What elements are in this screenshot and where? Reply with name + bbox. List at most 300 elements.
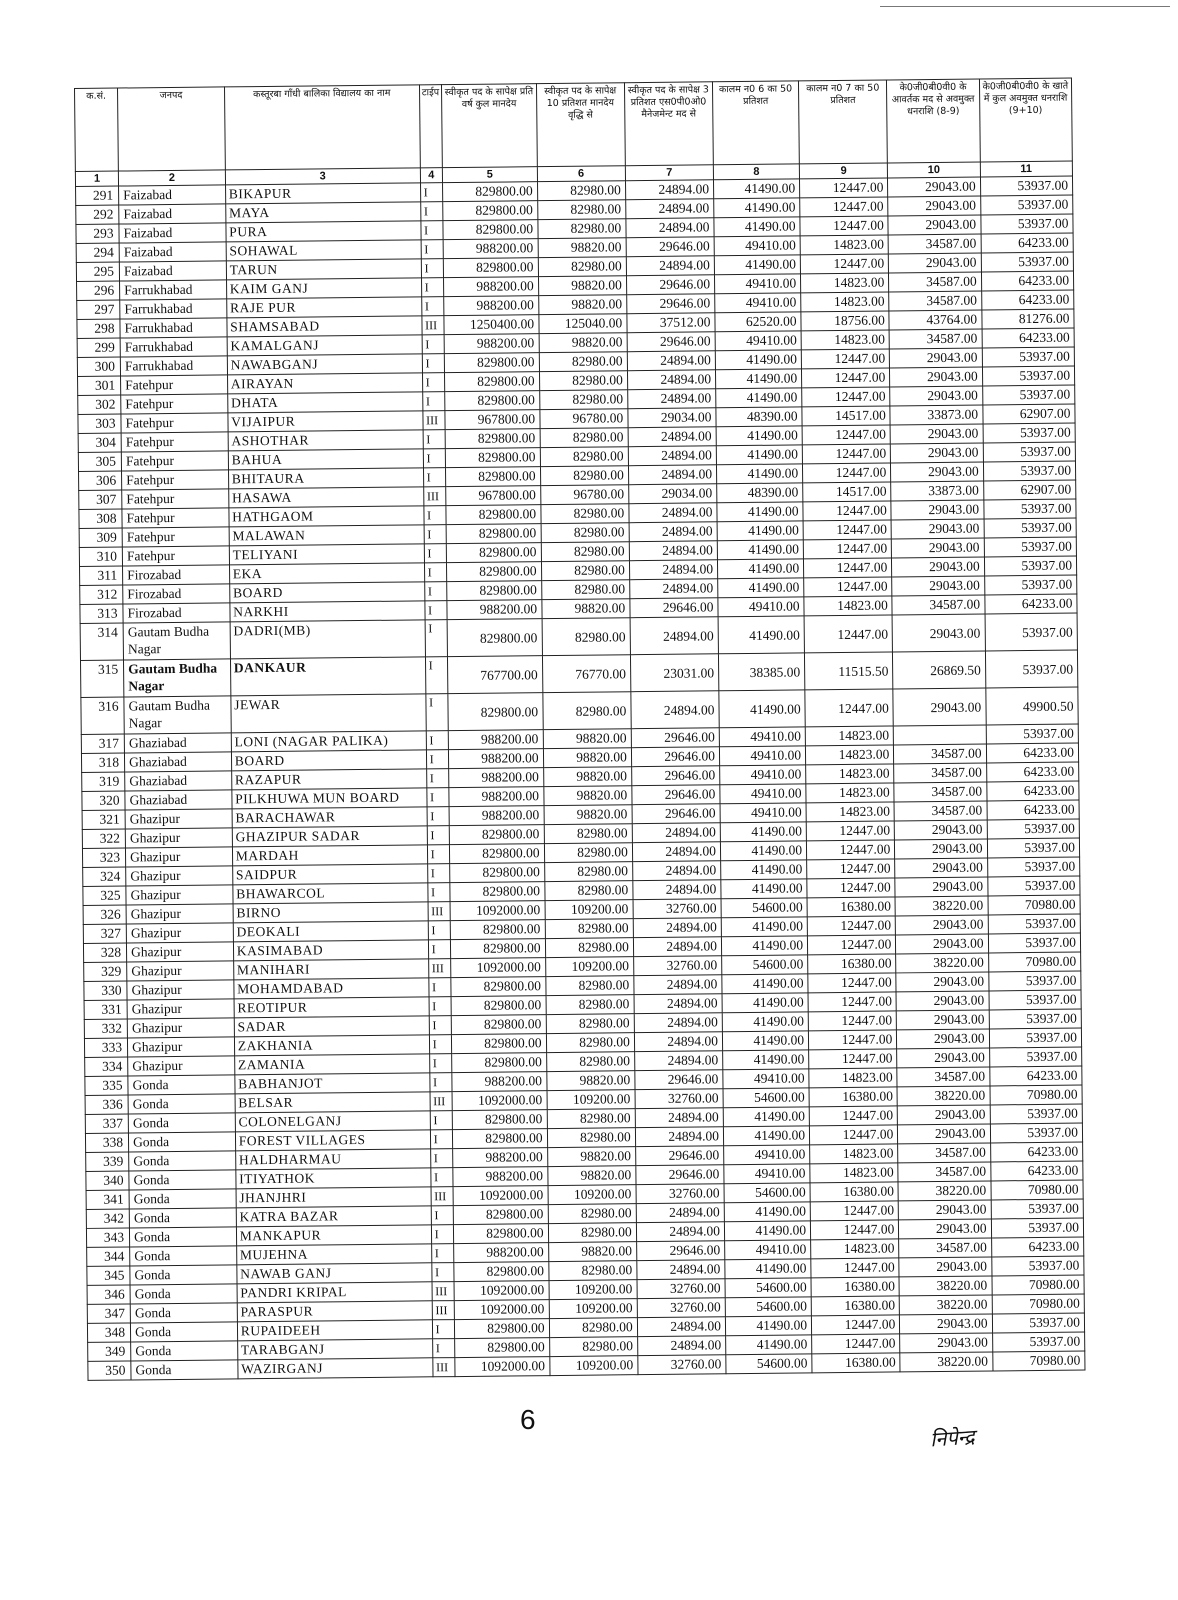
col-number: 9 (799, 163, 887, 179)
recurring-release-cell: 38220.00 (898, 1181, 991, 1201)
school-name-cell: ZAMANIA (234, 1054, 429, 1075)
increment-10pct-cell: 82980.00 (549, 1318, 637, 1338)
col7-50pct-cell: 12447.00 (803, 539, 891, 559)
school-name-cell: BIKAPUR (225, 183, 420, 204)
type-cell: I (426, 769, 449, 788)
spo-management-3pct-cell: 24894.00 (635, 1108, 723, 1128)
col6-50pct-cell: 41490.00 (715, 350, 801, 370)
school-name-cell: MANKAPUR (236, 1225, 431, 1246)
school-name-cell: EKA (229, 563, 424, 584)
school-name-cell: BHITAURA (228, 468, 423, 489)
serial-number-cell: 344 (87, 1247, 130, 1266)
district-cell: Gonda (130, 1265, 237, 1285)
annual-honorarium-cell: 829800.00 (450, 863, 545, 883)
annual-honorarium-cell: 829800.00 (455, 1338, 550, 1358)
serial-number-cell: 342 (86, 1209, 129, 1228)
annual-honorarium-cell: 988200.00 (453, 1148, 548, 1168)
total-release-cell: 53937.00 (984, 556, 1077, 576)
increment-10pct-cell: 109200.00 (549, 1356, 637, 1376)
school-name-cell: PILKHUWA MUN BOARD (232, 788, 427, 809)
total-release-cell: 49900.50 (985, 687, 1078, 725)
school-name-cell: GHAZIPUR SADAR (232, 826, 427, 847)
total-release-cell: 81276.00 (981, 309, 1074, 329)
spo-management-3pct-cell: 29646.00 (636, 1241, 724, 1261)
col6-50pct-cell: 49410.00 (724, 1164, 810, 1184)
spo-management-3pct-cell: 24894.00 (628, 427, 716, 447)
col6-50pct-cell: 49410.00 (725, 1240, 811, 1260)
school-name-cell: VIJAIPUR (228, 411, 423, 432)
annual-honorarium-cell: 967800.00 (446, 486, 541, 506)
total-release-cell: 53937.00 (987, 838, 1080, 858)
type-cell: III (422, 316, 445, 335)
increment-10pct-cell: 125040.00 (538, 314, 626, 334)
type-cell: I (422, 392, 445, 411)
col7-50pct-cell: 14823.00 (806, 783, 894, 803)
spo-management-3pct-cell: 24894.00 (629, 541, 717, 561)
school-name-cell: DHATA (227, 392, 422, 413)
col6-50pct-cell: 41490.00 (718, 578, 804, 598)
total-release-cell: 53937.00 (985, 613, 1078, 651)
serial-number-cell: 326 (83, 905, 126, 924)
type-cell: I (424, 544, 447, 563)
total-release-cell: 53937.00 (982, 347, 1075, 367)
col7-50pct-cell: 12447.00 (800, 197, 888, 217)
serial-number-cell: 314 (80, 623, 123, 660)
annual-honorarium-cell: 829800.00 (451, 977, 546, 997)
col7-50pct-cell: 12447.00 (810, 1125, 898, 1145)
total-release-cell: 70980.00 (990, 1085, 1083, 1105)
school-name-cell: SOHAWAL (226, 240, 421, 261)
district-cell: Faizabad (119, 185, 226, 205)
district-cell: Faizabad (119, 261, 226, 281)
serial-number-cell: 349 (88, 1342, 131, 1361)
annual-honorarium-cell: 988200.00 (452, 1072, 547, 1092)
col7-50pct-cell: 12447.00 (802, 444, 890, 464)
total-release-cell: 64233.00 (981, 290, 1074, 310)
type-cell: I (431, 1225, 454, 1244)
district-cell: Ghazipur (126, 923, 233, 943)
col6-50pct-cell: 54600.00 (721, 898, 807, 918)
increment-10pct-cell: 82980.00 (538, 257, 626, 277)
school-name-cell: NAWABGANJ (227, 354, 422, 375)
col7-50pct-cell: 14823.00 (800, 235, 888, 255)
spo-management-3pct-cell: 29034.00 (628, 484, 716, 504)
district-cell: Gonda (130, 1246, 237, 1266)
type-cell: III (430, 1092, 453, 1111)
recurring-release-cell: 29043.00 (890, 348, 983, 368)
total-release-cell: 53937.00 (986, 724, 1079, 744)
type-cell: I (432, 1339, 455, 1358)
recurring-release-cell: 29043.00 (898, 1105, 991, 1125)
col6-50pct-cell: 54600.00 (724, 1183, 810, 1203)
serial-number-cell: 291 (76, 186, 119, 205)
col6-50pct-cell: 41490.00 (725, 1316, 811, 1336)
serial-number-cell: 301 (78, 376, 121, 395)
serial-number-cell: 304 (78, 433, 121, 452)
col6-50pct-cell: 41490.00 (722, 974, 808, 994)
increment-10pct-cell: 82980.00 (548, 1261, 636, 1281)
col6-50pct-cell: 41490.00 (725, 1259, 811, 1279)
spo-management-3pct-cell: 29646.00 (635, 1070, 723, 1090)
total-release-cell: 53937.00 (980, 195, 1073, 215)
district-cell: Ghazipur (127, 961, 234, 981)
col6-50pct-cell: 49410.00 (719, 746, 805, 766)
serial-number-cell: 295 (76, 262, 119, 281)
spo-management-3pct-cell: 24894.00 (637, 1336, 725, 1356)
spo-management-3pct-cell: 24894.00 (628, 446, 716, 466)
col-header: कालम न0 6 का 50 प्रतिशत (712, 81, 799, 165)
spo-management-3pct-cell: 24894.00 (629, 503, 717, 523)
col7-50pct-cell: 12447.00 (811, 1220, 899, 1240)
increment-10pct-cell: 82980.00 (544, 881, 632, 901)
district-cell: Ghazipur (126, 847, 233, 867)
school-name-cell: LONI (NAGAR PALIKA) (231, 731, 426, 752)
type-cell: I (424, 563, 447, 582)
spo-management-3pct-cell: 32760.00 (637, 1298, 725, 1318)
increment-10pct-cell: 98820.00 (543, 767, 631, 787)
type-cell: I (427, 864, 450, 883)
increment-10pct-cell: 82980.00 (545, 938, 633, 958)
type-cell: I (421, 221, 444, 240)
type-cell: I (422, 373, 445, 392)
col7-50pct-cell: 16380.00 (811, 1277, 899, 1297)
top-rule-dashed (1110, 6, 1170, 7)
total-release-cell: 70980.00 (992, 1275, 1085, 1295)
col-header: के0जी0बी0वी0 के आवर्तक मद से अवमुक्त धनराशि (8-9) (887, 79, 980, 163)
district-cell: Ghazipur (127, 999, 234, 1019)
spo-management-3pct-cell: 37512.00 (627, 313, 715, 333)
school-name-cell: DADRI(MB) (230, 620, 425, 659)
annual-honorarium-cell: 829800.00 (454, 1262, 549, 1282)
total-release-cell: 53937.00 (984, 537, 1077, 557)
recurring-release-cell: 29043.00 (897, 1048, 990, 1068)
total-release-cell: 53937.00 (981, 214, 1074, 234)
school-name-cell: MANIHARI (233, 959, 428, 980)
spo-management-3pct-cell: 24894.00 (629, 522, 717, 542)
total-release-cell: 53937.00 (983, 442, 1076, 462)
annual-honorarium-cell: 829800.00 (451, 1015, 546, 1035)
type-cell: III (432, 1301, 455, 1320)
col7-50pct-cell: 12447.00 (808, 935, 896, 955)
col6-50pct-cell: 49410.00 (720, 803, 806, 823)
school-name-cell: KASIMABAD (233, 940, 428, 961)
type-cell: I (428, 940, 451, 959)
spo-management-3pct-cell: 24894.00 (632, 842, 720, 862)
type-cell: I (429, 1054, 452, 1073)
type-cell: I (421, 259, 444, 278)
district-cell: Farrukhabad (120, 280, 227, 300)
district-cell: Gonda (130, 1227, 237, 1247)
total-release-cell: 53937.00 (987, 819, 1080, 839)
col-number: 3 (225, 168, 420, 185)
school-name-cell: ITIYATHOK (236, 1168, 431, 1189)
spo-management-3pct-cell: 24894.00 (634, 994, 722, 1014)
district-cell: Ghazipur (127, 1018, 234, 1038)
recurring-release-cell: 29043.00 (897, 1010, 990, 1030)
annual-honorarium-cell: 829800.00 (447, 562, 542, 582)
increment-10pct-cell: 82980.00 (540, 428, 628, 448)
district-cell: Gonda (130, 1303, 237, 1323)
school-name-cell: DANKAUR (230, 657, 425, 696)
type-cell: III (432, 1282, 455, 1301)
type-cell: I (430, 1111, 453, 1130)
district-cell: Gonda (128, 1094, 235, 1114)
district-cell: Gonda (129, 1132, 236, 1152)
annual-honorarium-cell: 988200.00 (449, 806, 544, 826)
serial-number-cell: 298 (77, 319, 120, 338)
total-release-cell: 53937.00 (992, 1313, 1085, 1333)
serial-number-cell: 310 (79, 547, 122, 566)
col6-50pct-cell: 41490.00 (724, 1221, 810, 1241)
annual-honorarium-cell: 829800.00 (446, 467, 541, 487)
spo-management-3pct-cell: 24894.00 (631, 691, 720, 729)
increment-10pct-cell: 98820.00 (538, 238, 626, 258)
recurring-release-cell: 29043.00 (896, 934, 989, 954)
serial-number-cell: 343 (86, 1228, 129, 1247)
header-row (75, 78, 1073, 171)
school-name-cell: MUJEHNA (236, 1244, 431, 1265)
district-cell: Ghazipur (127, 942, 234, 962)
district-cell: Firozabad (123, 603, 230, 623)
annual-honorarium-cell: 1092000.00 (453, 1186, 548, 1206)
type-cell: I (427, 883, 450, 902)
total-release-cell: 64233.00 (986, 762, 1079, 782)
increment-10pct-cell: 82980.00 (548, 1204, 636, 1224)
col7-50pct-cell: 14517.00 (803, 482, 891, 502)
annual-honorarium-cell: 829800.00 (452, 1053, 547, 1073)
annual-honorarium-cell: 829800.00 (445, 391, 540, 411)
district-cell: Ghaziabad (125, 752, 232, 772)
district-cell: Ghazipur (125, 828, 232, 848)
school-name-cell: MALAWAN (229, 525, 424, 546)
increment-10pct-cell: 82980.00 (548, 1223, 636, 1243)
spo-management-3pct-cell: 24894.00 (627, 351, 715, 371)
increment-10pct-cell: 82980.00 (549, 1337, 637, 1357)
col6-50pct-cell: 41490.00 (716, 388, 802, 408)
school-name-cell: KAIM GANJ (226, 278, 421, 299)
type-cell: I (428, 921, 451, 940)
type-cell: I (425, 620, 448, 657)
spo-management-3pct-cell: 29646.00 (626, 237, 714, 257)
school-name-cell: HATHGAOM (229, 506, 424, 527)
annual-honorarium-cell: 1092000.00 (455, 1357, 550, 1377)
total-release-cell: 53937.00 (983, 499, 1076, 519)
annual-honorarium-cell: 988200.00 (449, 749, 544, 769)
col7-50pct-cell: 16380.00 (812, 1353, 900, 1373)
increment-10pct-cell: 82980.00 (540, 504, 628, 524)
col7-50pct-cell: 14823.00 (806, 745, 894, 765)
serial-number-cell: 350 (88, 1361, 131, 1380)
recurring-release-cell: 29043.00 (888, 196, 981, 216)
increment-10pct-cell: 82980.00 (537, 200, 625, 220)
increment-10pct-cell: 98820.00 (548, 1242, 636, 1262)
total-release-cell: 53937.00 (991, 1256, 1084, 1276)
type-cell: I (430, 1130, 453, 1149)
serial-number-cell: 332 (84, 1019, 127, 1038)
col6-50pct-cell: 41490.00 (723, 1107, 809, 1127)
col7-50pct-cell: 14823.00 (801, 330, 889, 350)
spo-management-3pct-cell: 29646.00 (636, 1165, 724, 1185)
type-cell: I (431, 1263, 454, 1282)
col-header: स्वीकृत पद के सापेक्ष 3 प्रतिशत एस0पी0ओ0 मैनेजमेन्ट मद से (624, 82, 713, 166)
increment-10pct-cell: 82980.00 (546, 1052, 634, 1072)
serial-number-cell: 335 (85, 1076, 128, 1095)
increment-10pct-cell: 82980.00 (539, 371, 627, 391)
type-cell: I (429, 997, 452, 1016)
type-cell: I (422, 354, 445, 373)
increment-10pct-cell: 82980.00 (539, 352, 627, 372)
spo-management-3pct-cell: 24894.00 (630, 617, 719, 655)
increment-10pct-cell: 98820.00 (547, 1147, 635, 1167)
col6-50pct-cell: 49410.00 (720, 765, 806, 785)
recurring-release-cell: 33873.00 (890, 405, 983, 425)
increment-10pct-cell: 82980.00 (537, 219, 625, 239)
recurring-release-cell: 29043.00 (892, 538, 985, 558)
col7-50pct-cell: 16380.00 (807, 897, 895, 917)
total-release-cell: 53937.00 (992, 1332, 1085, 1352)
recurring-release-cell: 34587.00 (889, 272, 982, 292)
school-name-cell: KATRA BAZAR (236, 1206, 431, 1227)
recurring-release-cell: 34587.00 (894, 782, 987, 802)
serial-number-cell: 327 (83, 924, 126, 943)
school-name-cell: WAZIRGANJ (238, 1358, 433, 1379)
spo-management-3pct-cell: 24894.00 (636, 1203, 724, 1223)
increment-10pct-cell: 82980.00 (542, 618, 631, 656)
type-cell: III (432, 1358, 455, 1377)
col7-50pct-cell: 16380.00 (808, 954, 896, 974)
increment-10pct-cell: 98820.00 (538, 295, 626, 315)
increment-10pct-cell: 82980.00 (541, 523, 629, 543)
serial-number-cell: 340 (86, 1171, 129, 1190)
col6-50pct-cell: 41490.00 (716, 445, 802, 465)
recurring-release-cell: 29043.00 (900, 1333, 993, 1353)
total-release-cell: 53937.00 (988, 971, 1081, 991)
type-cell: I (427, 845, 450, 864)
spo-management-3pct-cell: 29646.00 (631, 728, 719, 748)
serial-number-cell: 339 (86, 1152, 129, 1171)
increment-10pct-cell: 82980.00 (545, 976, 633, 996)
col6-50pct-cell: 41490.00 (714, 255, 800, 275)
col-number: 11 (980, 161, 1073, 177)
annual-honorarium-cell: 988200.00 (447, 600, 542, 620)
col6-50pct-cell: 41490.00 (722, 993, 808, 1013)
type-cell: I (420, 202, 443, 221)
col7-50pct-cell: 12447.00 (807, 878, 895, 898)
col6-50pct-cell: 41490.00 (716, 464, 802, 484)
type-cell: I (426, 731, 449, 750)
page-number: 6 (520, 1404, 536, 1435)
district-cell: Fatehpur (122, 489, 229, 509)
col6-50pct-cell: 41490.00 (724, 1202, 810, 1222)
annual-honorarium-cell: 829800.00 (443, 258, 538, 278)
col6-50pct-cell: 41490.00 (713, 179, 799, 199)
type-cell: I (421, 278, 444, 297)
school-name-cell: HASAWA (228, 487, 423, 508)
recurring-release-cell: 34587.00 (897, 1067, 990, 1087)
serial-number-cell: 345 (87, 1266, 130, 1285)
spo-management-3pct-cell: 29646.00 (632, 785, 720, 805)
spo-management-3pct-cell: 24894.00 (632, 823, 720, 843)
increment-10pct-cell: 82980.00 (541, 542, 629, 562)
district-cell: Gautam Budha Nagar (124, 659, 231, 697)
spo-management-3pct-cell: 24894.00 (634, 1013, 722, 1033)
total-release-cell: 53937.00 (984, 575, 1077, 595)
total-release-cell: 53937.00 (982, 366, 1075, 386)
increment-10pct-cell: 82980.00 (546, 1033, 634, 1053)
school-name-cell: BABHANJOT (235, 1073, 430, 1094)
total-release-cell: 70980.00 (992, 1351, 1085, 1371)
recurring-release-cell: 29043.00 (890, 367, 983, 387)
recurring-release-cell: 29043.00 (892, 614, 985, 652)
col-number: 4 (420, 168, 443, 183)
spo-management-3pct-cell: 24894.00 (632, 861, 720, 881)
increment-10pct-cell: 76770.00 (542, 655, 631, 693)
col6-50pct-cell: 41490.00 (716, 426, 802, 446)
col6-50pct-cell: 54600.00 (726, 1354, 812, 1374)
school-name-cell: KAMALGANJ (227, 335, 422, 356)
col-number: 8 (713, 164, 799, 180)
col7-50pct-cell: 12447.00 (808, 973, 896, 993)
spo-management-3pct-cell: 29034.00 (628, 408, 716, 428)
serial-number-cell: 330 (84, 981, 127, 1000)
type-cell: I (429, 1073, 452, 1092)
district-cell: Gonda (131, 1341, 238, 1361)
school-name-cell: RAZAPUR (231, 769, 426, 790)
serial-number-cell: 347 (87, 1304, 130, 1323)
spo-management-3pct-cell: 24894.00 (627, 370, 715, 390)
annual-honorarium-cell: 829800.00 (446, 524, 541, 544)
type-cell: III (423, 487, 446, 506)
serial-number-cell: 316 (81, 697, 124, 734)
increment-10pct-cell: 109200.00 (548, 1185, 636, 1205)
district-cell: Gonda (131, 1360, 238, 1380)
col7-50pct-cell: 14823.00 (805, 726, 893, 746)
annual-honorarium-cell: 829800.00 (450, 844, 545, 864)
serial-number-cell: 308 (79, 509, 122, 528)
total-release-cell: 53937.00 (991, 1199, 1084, 1219)
district-cell: Fatehpur (121, 413, 228, 433)
recurring-release-cell: 26869.50 (893, 651, 986, 689)
type-cell: I (425, 657, 448, 694)
total-release-cell: 64233.00 (990, 1161, 1083, 1181)
school-name-cell: ASHOTHAR (228, 430, 423, 451)
total-release-cell: 70980.00 (988, 895, 1081, 915)
district-cell: Gonda (129, 1170, 236, 1190)
district-cell: Faizabad (119, 242, 226, 262)
district-cell: Gonda (129, 1151, 236, 1171)
annual-honorarium-cell: 988200.00 (449, 787, 544, 807)
col-number: 6 (537, 166, 625, 182)
school-name-cell: NARKHI (230, 601, 425, 622)
col6-50pct-cell: 41490.00 (723, 1126, 809, 1146)
recurring-release-cell: 29043.00 (898, 1124, 991, 1144)
annual-honorarium-cell: 1092000.00 (452, 1091, 547, 1111)
spo-management-3pct-cell: 32760.00 (636, 1184, 724, 1204)
col-header: स्वीकृत पद के सापेक्ष 10 प्रतिशत मानदेय वृद्धि से (536, 83, 625, 167)
annual-honorarium-cell: 829800.00 (452, 1110, 547, 1130)
col7-50pct-cell: 12447.00 (811, 1258, 899, 1278)
annual-honorarium-cell: 829800.00 (447, 581, 542, 601)
increment-10pct-cell: 98820.00 (538, 276, 626, 296)
district-cell: Gautam Budha Nagar (124, 696, 231, 734)
school-name-cell: DEOKALI (233, 921, 428, 942)
col6-50pct-cell: 41490.00 (722, 1012, 808, 1032)
annual-honorarium-cell: 829800.00 (443, 182, 538, 202)
col6-50pct-cell: 41490.00 (718, 616, 805, 654)
recurring-release-cell: 38220.00 (900, 1352, 993, 1372)
col7-50pct-cell: 12447.00 (800, 254, 888, 274)
district-cell: Fatehpur (121, 394, 228, 414)
